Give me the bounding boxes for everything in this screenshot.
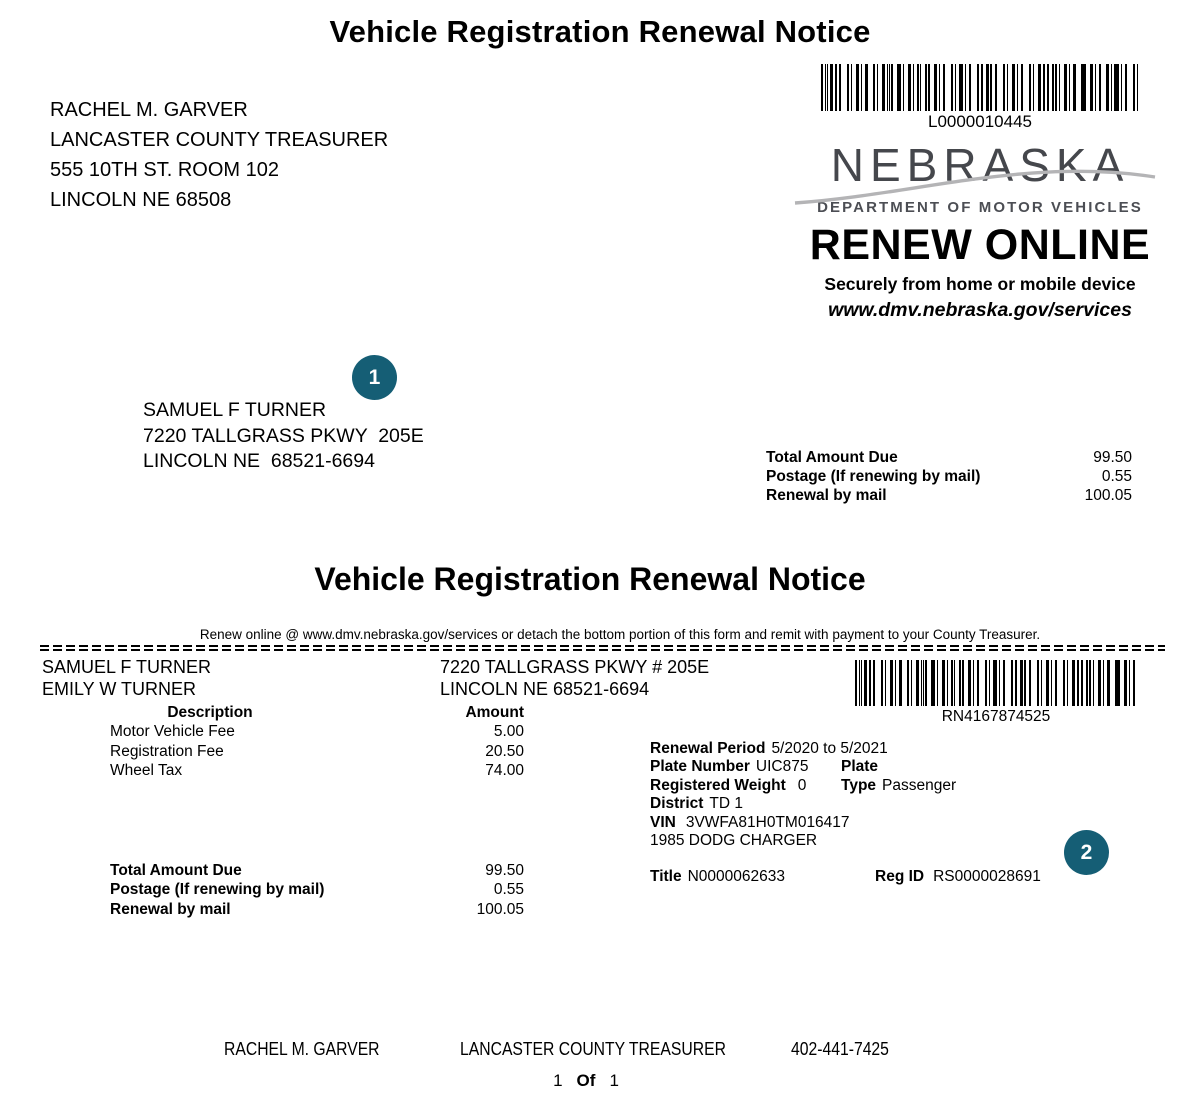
treasurer-address-block <box>50 95 388 215</box>
title-label: Title <box>650 868 682 885</box>
barcode-image-stub <box>855 660 1137 706</box>
total-amount-due-row <box>766 448 1132 467</box>
stub-barcode-block <box>855 660 1137 726</box>
plate-type-label: Plate Type <box>841 758 879 794</box>
regid-label: Reg ID <box>875 868 925 885</box>
renewal-period-value: 5/2020 to 5/2021 <box>771 740 888 757</box>
title-number: N0000062633 <box>687 868 785 885</box>
page-total: 1 <box>609 1071 619 1090</box>
treasurer-street: 555 10TH ST. ROOM 102 <box>50 159 279 181</box>
recipient-street: 7220 TALLGRASS PKWY 205E <box>143 424 424 447</box>
description-header: Description <box>167 704 253 721</box>
annotation-marker-1: 1 <box>352 355 397 400</box>
plate-type-value: Passenger <box>882 776 957 794</box>
page-indicator <box>0 1071 1172 1091</box>
nebraska-logo <box>785 139 1175 197</box>
renew-tagline: Securely from home or mobile device <box>824 274 1136 294</box>
barcode-image-top <box>821 64 1139 111</box>
renewal-period-line <box>650 740 888 758</box>
postage-value: 0.55 <box>493 881 524 899</box>
fee-label: Motor Vehicle Fee <box>110 723 235 741</box>
recipient-city: LINCOLN NE 68521-6694 <box>143 450 375 472</box>
total-amount-due-label: Total Amount Due <box>110 862 242 879</box>
postage-label: Postage (If renewing by mail) <box>766 468 981 486</box>
title-regid-row <box>650 868 1200 886</box>
dmv-services-url: www.dmv.nebraska.gov/services <box>828 299 1132 321</box>
renewal-period-label: Renewal Period <box>650 740 766 757</box>
renew-online-heading: RENEW ONLINE <box>809 221 1151 269</box>
regid-value: RS0000028691 <box>933 868 1041 885</box>
footer-treasurer-name: RACHEL M. GARVER <box>224 1038 380 1059</box>
renewal-by-mail-label: Renewal by mail <box>766 487 887 505</box>
district-line <box>650 795 888 813</box>
fee-row-registration <box>110 742 524 761</box>
fee-row-wheel-tax <box>110 761 524 780</box>
recipient-name: SAMUEL F TURNER <box>143 399 327 421</box>
annotation-marker-2: 2 <box>1064 830 1109 875</box>
total-amount-due-value: 99.50 <box>485 862 524 879</box>
vehicle-line: 1985 DODG CHARGER <box>650 832 818 850</box>
fee-label: Wheel Tax <box>110 761 183 779</box>
postage-value: 0.55 <box>1101 468 1132 486</box>
fee-table-header <box>110 703 524 722</box>
page-of-label: Of <box>576 1071 596 1090</box>
treasurer-name: RACHEL M. GARVER <box>50 99 248 121</box>
page-current: 1 <box>553 1071 563 1090</box>
fee-value: 5.00 <box>493 723 524 741</box>
vin-line <box>650 814 888 832</box>
postage-row <box>110 880 524 899</box>
footer-phone: 402-441-7425 <box>791 1038 889 1059</box>
vin-value: 3VWFA81H0TM016417 <box>685 813 850 831</box>
fee-table <box>110 703 524 780</box>
dmv-department-text: DEPARTMENT OF MOTOR VEHICLES <box>817 199 1143 216</box>
renewal-by-mail-value: 100.05 <box>476 900 524 918</box>
postage-label: Postage (If renewing by mail) <box>110 881 325 899</box>
stub-city: LINCOLN NE 68521-6694 <box>440 679 650 699</box>
registered-weight-value: 0 <box>797 776 807 794</box>
owner-name-1: SAMUEL F TURNER <box>42 657 212 677</box>
stub-street: 7220 TALLGRASS PKWY # 205E <box>440 657 710 677</box>
renewal-by-mail-row <box>766 486 1132 505</box>
renewal-by-mail-row <box>110 900 524 919</box>
footer-treasurer-office: LANCASTER COUNTY TREASURER <box>460 1038 726 1059</box>
total-amount-due-value: 99.50 <box>1093 449 1132 466</box>
district-value: TD 1 <box>709 795 743 813</box>
plate-type-pair <box>841 758 956 795</box>
vin-label: VIN <box>650 813 676 831</box>
barcode-label-stub: RN4167874525 <box>941 708 1051 725</box>
recipient-address-block <box>143 398 424 475</box>
regid-pair <box>875 868 1041 886</box>
stub-address-block <box>440 656 709 700</box>
treasurer-office: LANCASTER COUNTY TREASURER <box>50 129 389 151</box>
registration-details <box>650 740 957 850</box>
district-label: District <box>650 795 704 813</box>
fee-value: 20.50 <box>485 742 524 760</box>
totals-summary-stub <box>110 861 524 919</box>
page-title: Vehicle Registration Renewal Notice <box>329 14 871 49</box>
plate-number-value: UIC875 <box>755 758 809 776</box>
stub-title: Vehicle Registration Renewal Notice <box>314 561 866 597</box>
postage-row <box>766 467 1132 486</box>
renewal-by-mail-value: 100.05 <box>1084 487 1132 505</box>
perforation-dashed-line <box>40 645 1165 651</box>
detach-instruction: Renew online @ www.dmv.nebraska.gov/services or detach the bottom portion of this form and remit with payment to your County Treasurer. <box>199 627 1041 642</box>
total-amount-due-label: Total Amount Due <box>766 449 898 466</box>
treasurer-city: LINCOLN NE 68508 <box>50 189 232 211</box>
fee-value: 74.00 <box>485 761 524 779</box>
owner-name-2: EMILY W TURNER <box>42 679 197 699</box>
fee-label: Registration Fee <box>110 742 224 760</box>
stub-owners-block <box>42 656 211 700</box>
renewal-by-mail-label: Renewal by mail <box>110 900 231 918</box>
registered-weight-label: Registered Weight <box>650 776 786 794</box>
nebraska-logo-text: NEBRASKA <box>830 139 1130 191</box>
amount-header: Amount <box>465 704 524 721</box>
fee-row-motor-vehicle <box>110 722 524 741</box>
barcode-label-top: L0000010445 <box>927 112 1032 131</box>
total-amount-due-row <box>110 861 524 880</box>
plate-number-label: Plate Number <box>650 758 750 776</box>
dmv-column <box>785 64 1175 322</box>
totals-summary-top <box>766 448 1132 506</box>
